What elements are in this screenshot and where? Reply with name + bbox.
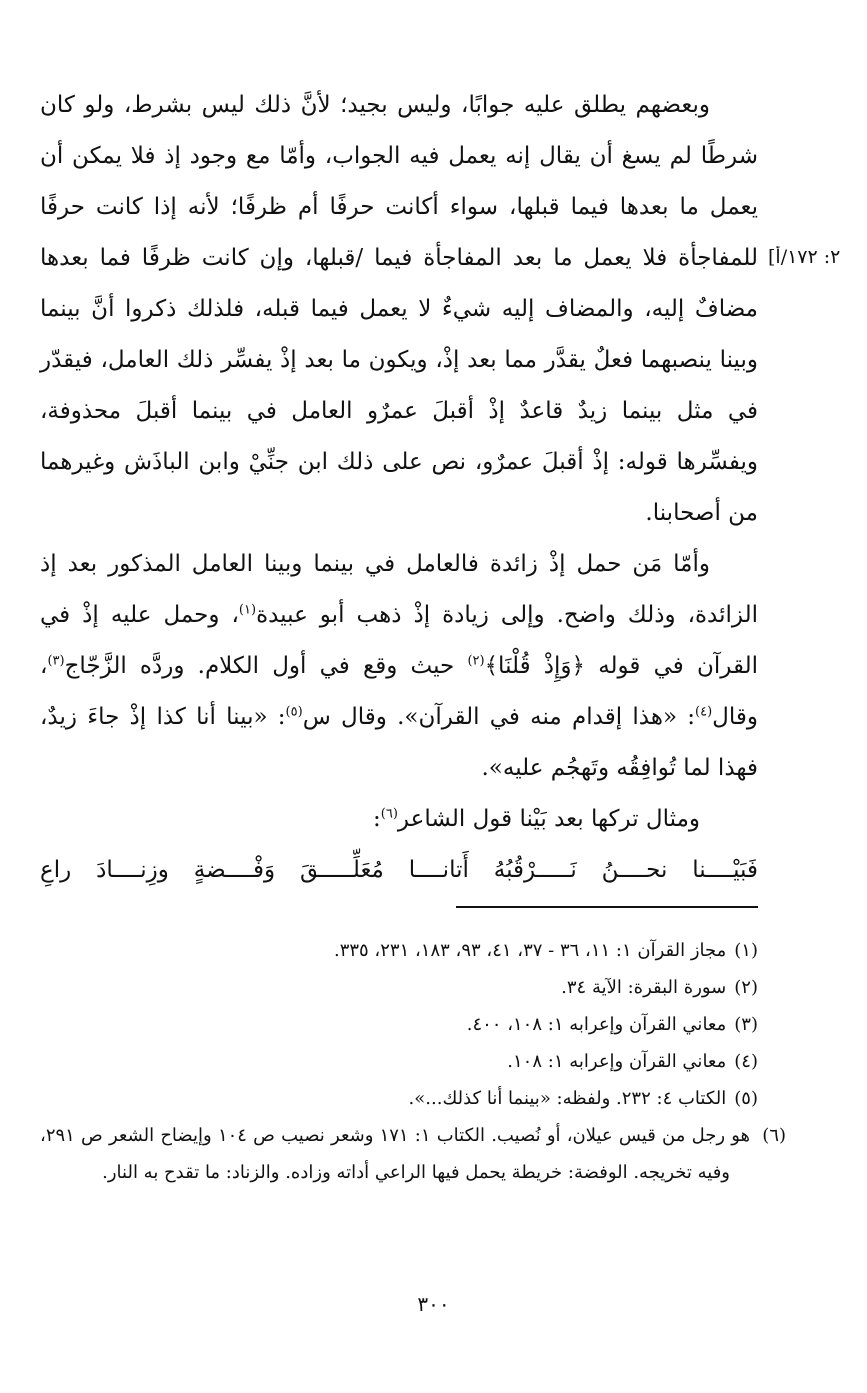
footnote-3 (40, 1006, 758, 1043)
paragraph-1: وبعضهم يطلق عليه جوابًا، وليس بجيد؛ لأنَّ ذلك ليس بشرط، ولو كان شرطًا لم يسغ أن يقال إنه يعمل فيه الجواب، وأمّا مع وجود إذ فلا يمكن أن يعمل ما بعدها فيما قبلها، سواء أكانت حرفًا أم ظرفًا؛ لأنه إذا كانت حرفًا للمفاجأة فلا يعمل ما بعد المفاجأة فيما /قبلها، وإن كانت ظرفًا فما بعدها مضافٌ إليه، والمضاف إليه شيءٌ لا يعمل فيما قبله، فلذلك ذكروا أنَّ بينما وبينا ينصبهما فعلٌ يقدَّر مما بعد إذْ، ويكون ما بعد إذْ يفسِّر ذلك العامل، فيقدّر في مثل بينما زيدٌ قاعدٌ إذْ أقبلَ عمرٌو العامل في بينما أقبلَ محذوفة، ويفسِّرها قوله: إذْ أقبلَ عمرٌو، نص على ذلك ابن جنِّيْ وابن الباذَش وغيرهما من أصحابنا. (40, 92, 758, 526)
footnote-ref-5[interactable]: (٥) (285, 704, 303, 720)
footnote-text: هو رجل من قيس عيلان، أو نُصيب. الكتاب ١: ١٧١ وشعر نصيب ص ١٠٤ وإيضاح الشعر ص ٢٩١، وفيه تخريجه. الوفضة: خريطة يحمل فيها الراعي أداته وزاده. والزناد: ما تقدح به النار. (40, 1125, 751, 1183)
footnote-6: (٦)هو رجل من قيس عيلان، أو نُصيب. الكتاب ١: ١٧١ وشعر نصيب ص ١٠٤ وإيضاح الشعر ص ٢٩١، وفيه تخريجه. الوفضة: خريطة يحمل فيها الراعي أداته وزاده. والزناد: ما تقدح به النار. (40, 1125, 787, 1183)
footnote-ref-1[interactable]: (١) (238, 602, 257, 618)
footnote-number: (٢) (734, 977, 758, 998)
paragraph-2 (40, 539, 758, 794)
footnote-text: معاني القرآن وإعرابه ١: ١٠٨، ٤٠٠. (466, 1014, 727, 1035)
footnote-ref-6[interactable]: (٦) (380, 806, 398, 822)
footnote-number: (٤) (734, 1051, 758, 1072)
paragraph-2-part-4: ، وقال (40, 653, 758, 730)
footnote-4 (40, 1043, 758, 1080)
paragraph-2-part-1: وأمّا مَن حمل إذْ زائدة فالعامل في بينما وبينا العامل المذكور بعد إذ الزائدة، وذلك واضح. وإلى زيادة إذْ ذهب أبو عبيدة (40, 551, 758, 628)
paragraph-3-text: ومثال تركها بعد بَيْنا قول الشاعر (397, 806, 700, 832)
footnote-number: (٥) (734, 1088, 758, 1109)
footnote-5 (40, 1080, 758, 1117)
footnote-ref-3[interactable]: (٣) (47, 653, 65, 669)
footnote-1 (40, 932, 758, 969)
footnote-text: سورة البقرة: الآية ٣٤. (561, 977, 727, 998)
footnote-text: معاني القرآن وإعرابه ١: ١٠٨. (507, 1051, 727, 1072)
page-number: ٣٠٠ (417, 1292, 450, 1316)
footnotes-section (40, 932, 787, 1191)
paragraph-2-part-5: : «هذا إقدام منه في القرآن». وقال س (302, 704, 696, 730)
poetry-verse: فَبَيْــــنا نحــــنُ نَـــــرْقُبُهُ أَتانــــا مُعَلِّـــــقَ وَفْــــضةٍ وزِنــــادَ راعِ (40, 857, 758, 883)
footnote-ref-4[interactable]: (٤) (695, 704, 713, 720)
footnote-number: (١) (734, 940, 758, 961)
paragraph-3 (40, 794, 758, 845)
paragraph-2-part-6: : «بينا أنا كذا إذْ جاءَ زيدٌ، فهذا لما تُوافِقُه وتَهجُم عليه». (40, 704, 758, 781)
paragraph-2-part-3: حيث وقع في أول الكلام. وردَّه الزَّجّاج (64, 653, 468, 679)
paragraph-2-part-2: ، وحمل عليه إذْ في القرآن في قوله ﴿وَإِذْ قُلْنَا﴾ (40, 602, 758, 679)
footnote-separator-rule (456, 906, 758, 908)
manuscript-folio-reference: ٢: ١٧٢/أ] (768, 246, 841, 268)
main-body-text (40, 80, 758, 896)
footnote-2 (40, 969, 758, 1006)
footnote-ref-2[interactable]: (٢) (467, 653, 485, 669)
footnote-number: (٣) (734, 1014, 758, 1035)
footnote-text: مجاز القرآن ١: ١١، ٣٦ - ٣٧، ٤١، ٩٣، ١٨٣، ٢٣١، ٣٣٥. (333, 940, 727, 961)
paragraph-3-colon: : (373, 806, 381, 832)
footnote-text: الكتاب ٤: ٢٣٢. ولفظه: «بينما أنا كذلك...». (408, 1088, 727, 1109)
